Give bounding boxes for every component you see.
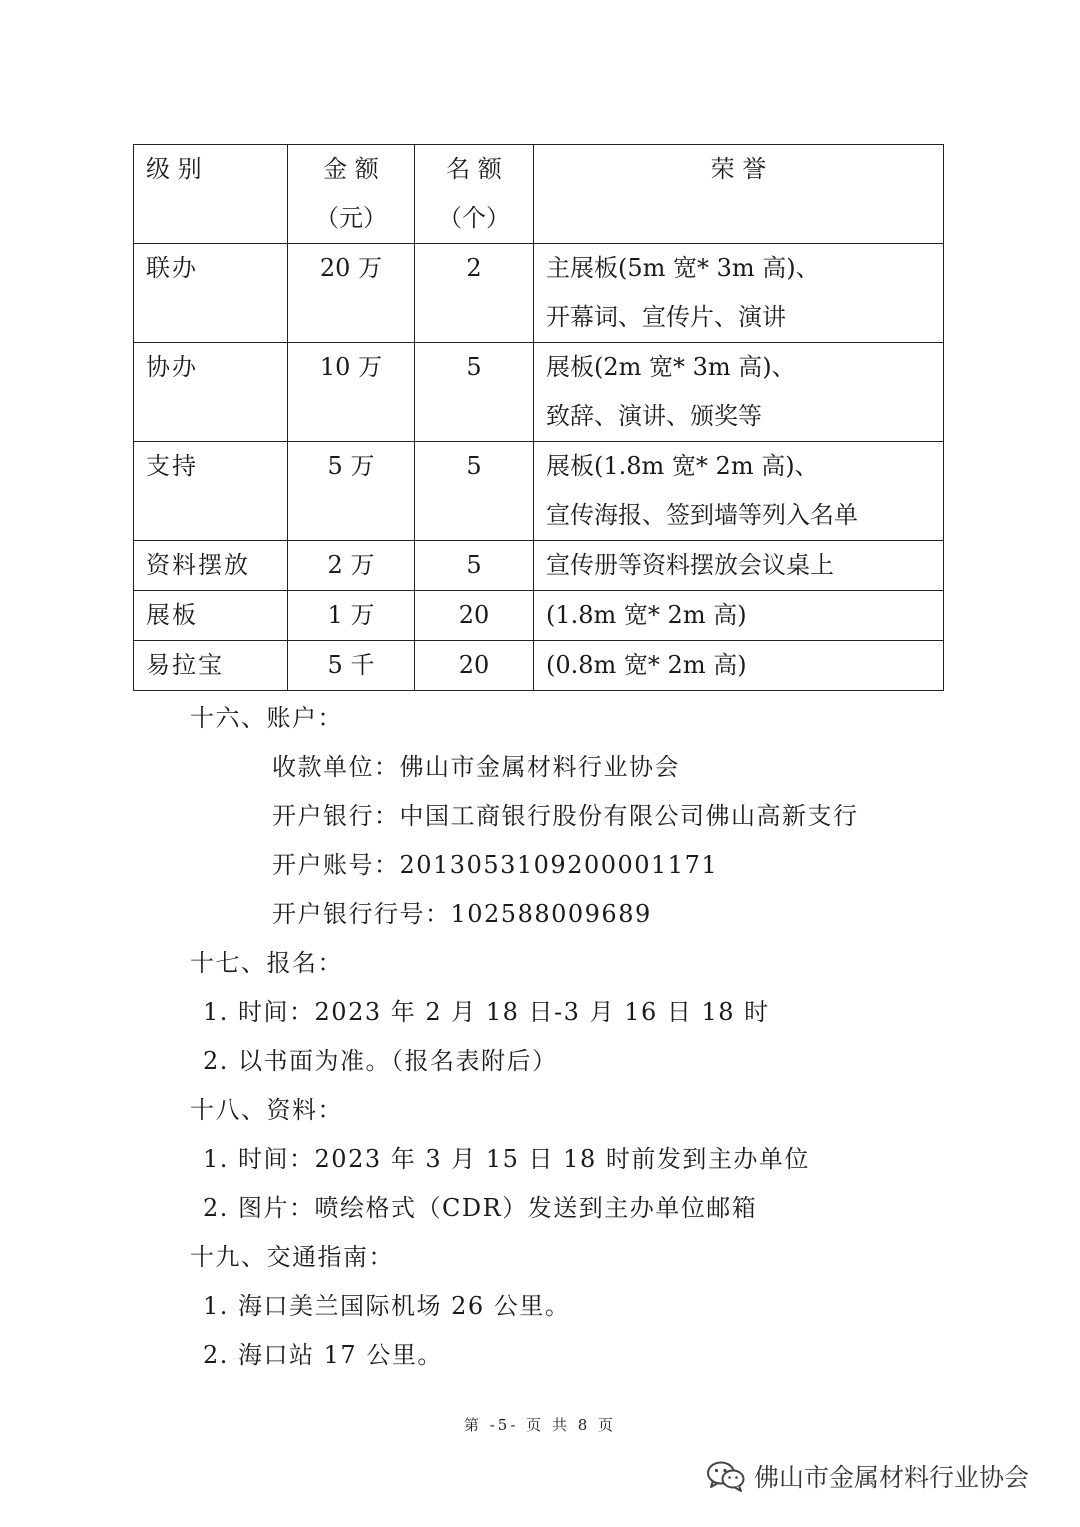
- header-amount-unit: （元）: [315, 204, 387, 232]
- header-amount-label: 金 额: [323, 155, 379, 183]
- registration-method: 2. 以书面为准。（报名表附后）: [203, 1047, 558, 1075]
- header-level: 级 别: [134, 145, 288, 244]
- page-footer: 第 -5- 页 共 8 页: [463, 1416, 617, 1434]
- cell-honor: (0.8m 宽* 2m 高): [534, 641, 944, 691]
- table-row: [134, 541, 944, 591]
- header-count-label: 名 额: [446, 155, 502, 183]
- cell-amount: 1 万: [288, 591, 415, 641]
- materials-images: 2. 图片：喷绘格式（CDR）发送到主办单位邮箱: [203, 1194, 758, 1222]
- cell-level: 资料摆放: [134, 541, 288, 591]
- bank-line: 开户银行：中国工商银行股份有限公司佛山高新支行: [272, 802, 859, 830]
- section-16-title: 十六、账户：: [190, 704, 343, 732]
- section-18-title: 十八、资料：: [190, 1096, 343, 1124]
- cell-level: 展板: [134, 591, 288, 641]
- cell-level: 联办: [134, 244, 288, 343]
- honor-line: 展板(2m 宽* 3m 高)、: [546, 353, 796, 381]
- cell-count: 5: [415, 343, 534, 442]
- header-amount: [288, 145, 415, 244]
- honor-line: 开幕词、宣传片、演讲: [546, 303, 786, 331]
- cell-amount: 5 千: [288, 641, 415, 691]
- sponsorship-table: [133, 144, 944, 691]
- section-19-title: 十九、交通指南：: [190, 1243, 394, 1271]
- cell-amount: 2 万: [288, 541, 415, 591]
- registration-time: 1. 时间：2023 年 2 月 18 日-3 月 16 日 18 时: [203, 998, 770, 1026]
- cell-honor: 宣传册等资料摆放会议桌上: [534, 541, 944, 591]
- cell-count: 20: [415, 641, 534, 691]
- cell-count: 5: [415, 541, 534, 591]
- watermark: [706, 1458, 1029, 1494]
- cell-level: 协办: [134, 343, 288, 442]
- payee-line: 收款单位：佛山市金属材料行业协会: [272, 753, 680, 781]
- table-row: [134, 244, 944, 343]
- cell-count: 2: [415, 244, 534, 343]
- cell-level: 易拉宝: [134, 641, 288, 691]
- cell-amount: 5 万: [288, 442, 415, 541]
- honor-line: 展板(1.8m 宽* 2m 高)、: [546, 452, 819, 480]
- table-row: [134, 591, 944, 641]
- cell-honor: [534, 343, 944, 442]
- cell-amount: 20 万: [288, 244, 415, 343]
- table-row: [134, 343, 944, 442]
- materials-time: 1. 时间：2023 年 3 月 15 日 18 时前发到主办单位: [203, 1145, 810, 1173]
- cell-count: 20: [415, 591, 534, 641]
- table-header-row: [134, 145, 944, 244]
- watermark-text: 佛山市金属材料行业协会: [754, 1463, 1030, 1492]
- traffic-station: 2. 海口站 17 公里。: [203, 1341, 443, 1369]
- bank-code-line: 开户银行行号：102588009689: [272, 900, 652, 928]
- header-count-unit: （个）: [438, 204, 510, 232]
- honor-line: 主展板(5m 宽* 3m 高)、: [546, 254, 820, 282]
- section-17-title: 十七、报名：: [190, 949, 343, 977]
- account-line: 开户账号：2013053109200001171: [272, 851, 719, 879]
- cell-amount: 10 万: [288, 343, 415, 442]
- table-row: [134, 641, 944, 691]
- header-honor: 荣 誉: [534, 145, 944, 244]
- cell-level: 支持: [134, 442, 288, 541]
- cell-count: 5: [415, 442, 534, 541]
- table-row: [134, 442, 944, 541]
- header-count: [415, 145, 534, 244]
- cell-honor: [534, 244, 944, 343]
- cell-honor: [534, 442, 944, 541]
- cell-honor: (1.8m 宽* 2m 高): [534, 591, 944, 641]
- honor-line: 致辞、演讲、颁奖等: [546, 402, 762, 430]
- wechat-icon: [706, 1460, 746, 1492]
- honor-line: 宣传海报、签到墙等列入名单: [546, 501, 858, 529]
- traffic-airport: 1. 海口美兰国际机场 26 公里。: [203, 1292, 571, 1320]
